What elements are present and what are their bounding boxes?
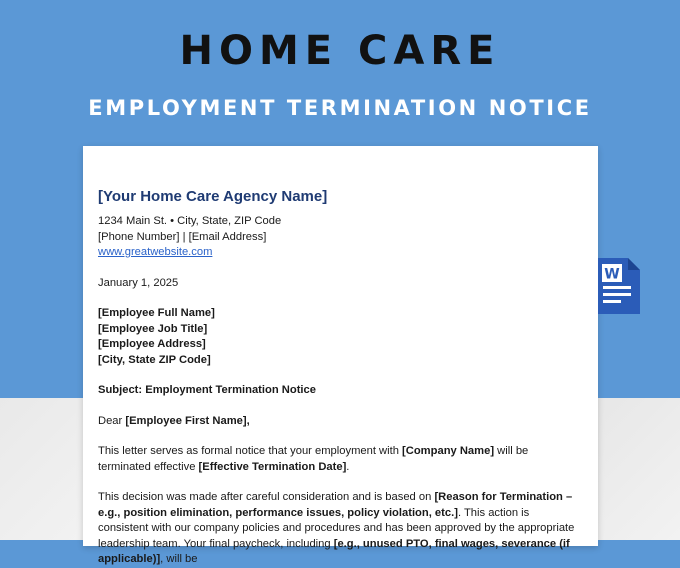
banner-title: HOME CARE xyxy=(179,28,501,74)
letter-page xyxy=(83,146,598,565)
agency-address: 1234 Main St. • City, State, ZIP Code xyxy=(98,215,282,227)
recipient-block xyxy=(98,306,582,368)
letter-subject: Subject: Employment Termination Notice xyxy=(98,384,316,396)
paragraph-reason: This decision was made after careful consideration and is based on [Reason for Termination – e.g., position elimination, performance issues, policy violation, etc.]. This action is consistent with our company policies and procedures and has been approved by the appropriate leadership team. Your final paycheck, including [e.g., unused PTO, final wages, severance (if applicable)], will be xyxy=(98,491,575,565)
recipient-line: [Employee Job Title] xyxy=(98,322,208,335)
paragraph-notice: This letter serves as formal notice that your employment with [Company Name] will be terminated effective [Effective Termination Date]. xyxy=(98,445,529,473)
salutation: Dear [Employee First Name], xyxy=(98,414,250,427)
recipient-line: [Employee Address] xyxy=(98,338,206,350)
letter-date: January 1, 2025 xyxy=(98,276,179,289)
recipient-line: [Employee Full Name] xyxy=(98,307,215,319)
banner-subtitle: EMPLOYMENT TERMINATION NOTICE xyxy=(88,96,592,120)
agency-name: [Your Home Care Agency Name] xyxy=(98,188,328,205)
agency-website-link[interactable]: www.greatwebsite.com xyxy=(98,246,213,258)
agency-contact: [Phone Number] | [Email Address] xyxy=(98,230,267,243)
word-document-icon xyxy=(598,258,640,314)
word-letter: W xyxy=(604,266,620,283)
recipient-line: [City, State ZIP Code] xyxy=(98,353,211,366)
